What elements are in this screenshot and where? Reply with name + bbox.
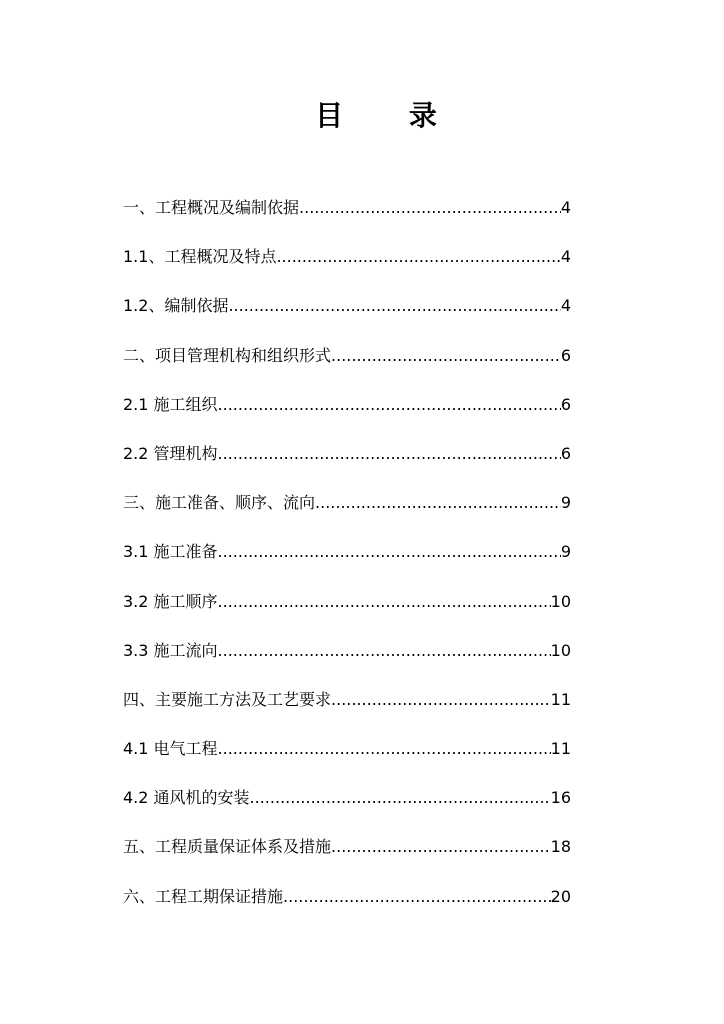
toc-dot-leader: [218, 536, 561, 568]
toc-entry-page: 4: [560, 247, 571, 267]
toc-dot-leader: [283, 881, 551, 913]
toc-entry: [123, 487, 571, 536]
toc-entry-text: 六、工程工期保证措施: [123, 886, 284, 906]
toc-entry-text: 三、施工准备、顺序、流向: [123, 493, 316, 513]
toc-entry-text: 3.1 施工准备: [123, 542, 218, 562]
toc-entry-page: 4: [560, 198, 571, 217]
toc-entry-text: 2.2 管理机构: [123, 443, 218, 463]
toc-entry: [123, 290, 571, 339]
toc-entry: [123, 881, 571, 930]
toc-entry: [123, 586, 571, 635]
toc-dot-leader: [218, 635, 551, 667]
toc-title: 目 录: [315, 99, 465, 132]
toc-entry-text: 4.1 电气工程: [123, 739, 218, 759]
toc-entry-page: 9: [560, 493, 571, 513]
toc-entry: [123, 635, 571, 684]
toc-entry: [123, 340, 571, 389]
toc-entry-text: 四、主要施工方法及工艺要求: [123, 689, 332, 709]
toc-entry: [123, 389, 571, 438]
toc-entry-page: 6: [560, 345, 571, 365]
toc-entry-page: 11: [550, 739, 571, 759]
toc-entry-text: 1.1、工程概况及特点: [123, 247, 277, 267]
toc-entry-page: 4: [560, 296, 571, 316]
toc-dot-leader: [250, 782, 551, 814]
toc-entry-page: 20: [550, 886, 571, 906]
toc-dot-leader: [218, 733, 551, 765]
toc-entry-page: 10: [550, 640, 571, 660]
toc-entry-page: 9: [560, 542, 571, 562]
toc-entry-text: 二、项目管理机构和组织形式: [123, 345, 332, 365]
toc-entry: [123, 241, 571, 290]
toc-entry-text: 3.3 施工流向: [123, 640, 218, 660]
toc-entry: [123, 536, 571, 585]
toc-entry-page: 6: [560, 443, 571, 463]
toc-entry: [123, 192, 571, 241]
toc-entry-page: 6: [560, 394, 571, 414]
toc-entry-text: 1.2、编制依据: [123, 296, 229, 316]
toc-entry: [123, 782, 571, 831]
toc-dot-leader: [299, 192, 561, 224]
toc-entry-page: 18: [550, 837, 571, 857]
toc-entry-text: 3.2 施工顺序: [123, 591, 218, 611]
toc-entry-text: 2.1 施工组织: [123, 394, 218, 414]
toc-entry: [123, 438, 571, 487]
toc-entry-text: 4.2 通风机的安装: [123, 788, 250, 808]
toc-dot-leader: [218, 586, 551, 618]
toc-dot-leader: [315, 487, 561, 519]
toc-entry-page: 11: [550, 689, 571, 709]
toc-dot-leader: [331, 340, 561, 372]
toc-dot-leader: [331, 831, 551, 863]
table-of-contents: [123, 192, 571, 930]
toc-entry-page: 16: [550, 788, 571, 808]
toc-entry-text: 五、工程质量保证体系及措施: [123, 837, 332, 857]
toc-entry: [123, 684, 571, 733]
toc-dot-leader: [218, 389, 561, 421]
toc-dot-leader: [228, 290, 560, 322]
toc-dot-leader: [331, 684, 551, 716]
toc-entry-page: 10: [550, 591, 571, 611]
toc-entry-text: 一、工程概况及编制依据: [123, 198, 300, 217]
toc-dot-leader: [218, 438, 561, 470]
toc-dot-leader: [276, 241, 560, 273]
toc-entry: [123, 831, 571, 880]
toc-entry: [123, 733, 571, 782]
